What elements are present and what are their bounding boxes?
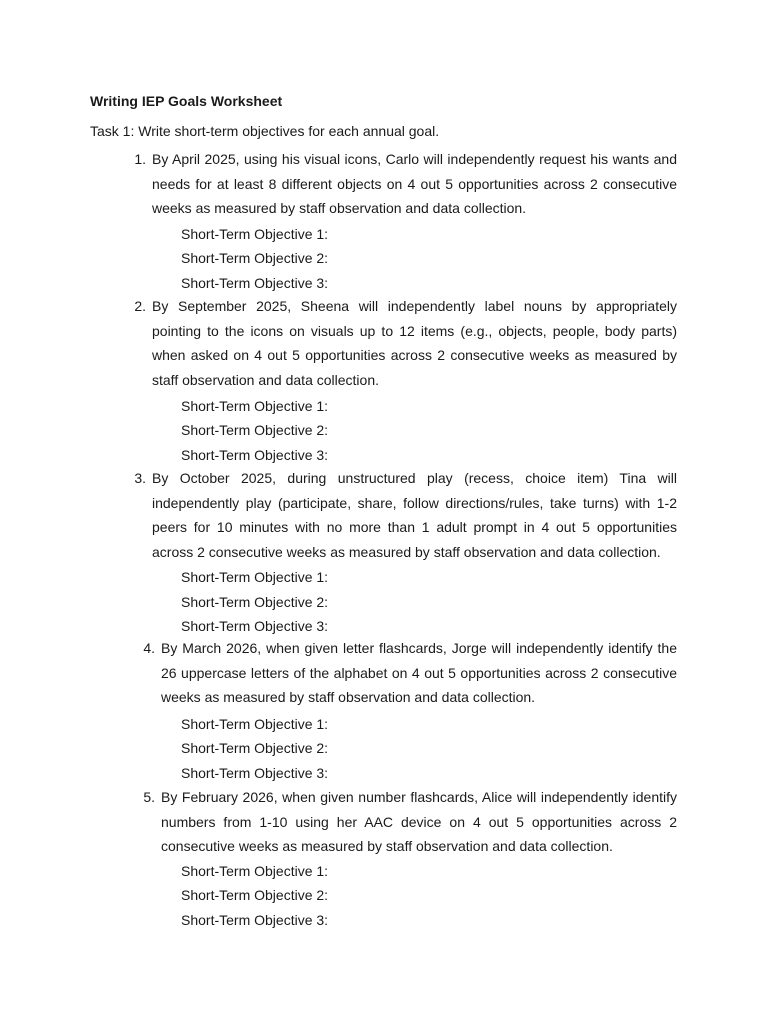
page-title: Writing IEP Goals Worksheet [90, 93, 283, 109]
short-term-objective: Short-Term Objective 1: [181, 569, 329, 585]
goal-text: By September 2025, Sheena will independently label nouns by appropriately pointing to the icons on visuals up to 12 items (e.g., objects, people, body parts) when asked on 4 out 5 opportunities across 2 consecutive weeks as measured by staff observation and data collection. [152, 298, 677, 389]
goal-item-5 [143, 785, 677, 859]
short-term-objective: Short-Term Objective 3: [181, 275, 329, 291]
goal-number: 5. [143, 789, 155, 805]
goal-item-3 [134, 466, 677, 565]
goal-number: 1. [134, 151, 146, 167]
short-term-objective: Short-Term Objective 1: [181, 863, 329, 879]
short-term-objective: Short-Term Objective 3: [181, 765, 329, 781]
short-term-objective: Short-Term Objective 2: [181, 887, 329, 903]
short-term-objective: Short-Term Objective 2: [181, 594, 329, 610]
short-term-objective: Short-Term Objective 1: [181, 226, 329, 242]
short-term-objective: Short-Term Objective 3: [181, 618, 329, 634]
goal-number: 2. [134, 298, 146, 314]
goal-number: 4. [143, 640, 155, 656]
goal-item-2 [134, 294, 677, 393]
short-term-objective: Short-Term Objective 1: [181, 716, 329, 732]
short-term-objective: Short-Term Objective 3: [181, 912, 329, 928]
goal-number: 3. [134, 470, 146, 486]
short-term-objective: Short-Term Objective 2: [181, 740, 329, 756]
goal-text: By February 2026, when given number flashcards, Alice will independently identify numbers from 1-10 using her AAC device on 4 out 5 opportunities across 2 consecutive weeks as measured by staff observation and data collection. [161, 789, 677, 855]
short-term-objective: Short-Term Objective 2: [181, 422, 329, 438]
task-instruction: Task 1: Write short-term objectives for each annual goal. [90, 123, 440, 139]
short-term-objective: Short-Term Objective 1: [181, 398, 329, 414]
goal-text: By October 2025, during unstructured play (recess, choice item) Tina will independently play (participate, share, follow directions/rules, take turns) with 1-2 peers for 10 minutes with no more than 1 adult prompt in 4 out 5 opportunities across 2 consecutive weeks as measured by staff observation and data collection. [152, 470, 677, 561]
short-term-objective: Short-Term Objective 2: [181, 250, 329, 266]
goal-text: By April 2025, using his visual icons, Carlo will independently request his wants and needs for at least 8 different objects on 4 out 5 opportunities across 2 consecutive weeks as measured by staff observation and data collection. [152, 151, 677, 217]
goal-text: By March 2026, when given letter flashcards, Jorge will independently identify the 26 uppercase letters of the alphabet on 4 out 5 opportunities across 2 consecutive weeks as measured by staff observation and data collection. [161, 640, 677, 706]
goal-item-4 [143, 636, 677, 710]
goal-item-1 [134, 147, 677, 221]
short-term-objective: Short-Term Objective 3: [181, 447, 329, 463]
